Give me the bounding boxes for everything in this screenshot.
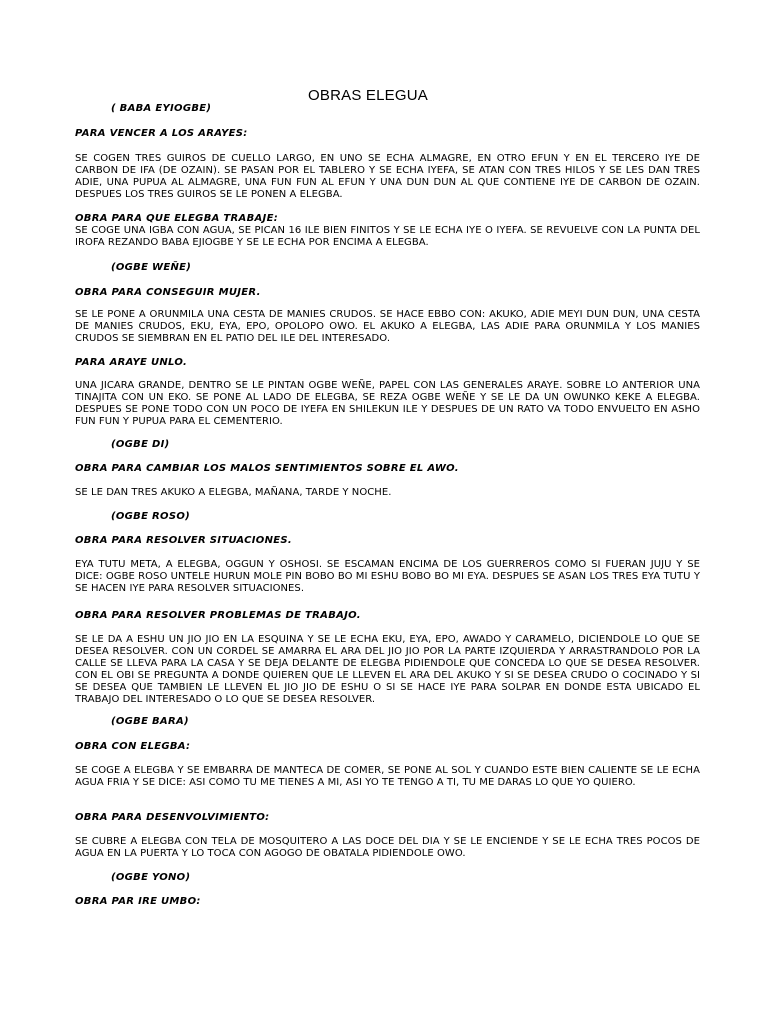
paragraph: SE LE PONE A ORUNMILA UNA CESTA DE MANIES CRUDOS. SE HACE EBBO CON: AKUKO, ADIE MEYI DUN DUN, UNA CESTA DE MANIES CRUDOS, EKU, EYA, EPO, OPOLOPO OWO. EL AKUKO A ELEGBA, LAS ADIE PARA ORUNMILA Y LOS MANIES CRUDOS SE SIEMBRAN EN EL PATIO DEL ILE DEL INTERESADO. xyxy=(75,309,700,344)
section-heading: OBRA PARA CAMBIAR LOS MALOS SENTIMIENTOS SOBRE EL AWO. xyxy=(75,463,459,474)
paragraph: SE LE DA A ESHU UN JIO JIO EN LA ESQUINA Y SE LE ECHA EKU, EYA, EPO, AWADO Y CARAMELO, DICIENDOLE LO QUE SE DESEA RESOLVER. CON UN CORDEL SE AMARRA EL ARA DEL JIO JIO POR LA PARTE IZQUIERDA Y ARRASTRANDOLO POR LA CALLE SE LLEVA PARA LA CASA Y SE DEJA DELANTE DE ELEGBA PIDIENDOLE QUE CONCEDA LO QUE SE DESEA RESOLVER. CON EL OBI SE PREGUNTA A DONDE QUIEREN QUE LE LLEVEN EL ARA DEL AKUKO Y SI SE DESEA CRUDO O COCINADO Y SI SE DESEA QUE TAMBIEN LE LLEVEN EL JIO JIO DE ESHU O SI SE HACE IYE PARA SOLPAR EN DONDE ESTA UBICADO EL TRABAJO DEL INTERESADO O LO QUE SE DESEA RESOLVER. xyxy=(75,634,700,705)
section-heading: (OGBE YONO) xyxy=(111,872,191,883)
section-heading: OBRA PAR IRE UMBO: xyxy=(75,896,201,907)
section-heading: ( BABA EYIOGBE) xyxy=(111,103,212,114)
section-heading: OBRA CON ELEGBA: xyxy=(75,741,191,752)
section-heading: PARA VENCER A LOS ARAYES: xyxy=(75,128,248,139)
paragraph: SE COGE UNA IGBA CON AGUA, SE PICAN 16 ILE BIEN FINITOS Y SE LE ECHA IYE O IYEFA. SE REVUELVE CON LA PUNTA DEL IROFA REZANDO BABA EJIOGBE Y SE LE ECHA POR ENCIMA A ELEGBA. xyxy=(75,225,700,248)
section-heading: OBRA PARA CONSEGUIR MUJER. xyxy=(75,287,261,298)
section-heading: PARA ARAYE UNLO. xyxy=(75,357,188,368)
section-heading: (OGBE WEÑE) xyxy=(111,262,192,273)
section-heading: OBRA PARA DESENVOLVIMIENTO: xyxy=(75,812,270,823)
page-title: OBRAS ELEGUA xyxy=(308,87,428,104)
section-heading: (OGBE DI) xyxy=(111,439,170,450)
section-heading: OBRA PARA RESOLVER SITUACIONES. xyxy=(75,535,293,546)
paragraph: EYA TUTU META, A ELEGBA, OGGUN Y OSHOSI. SE ESCAMAN ENCIMA DE LOS GUERREROS COMO SI FUERAN JUJU Y SE DICE: OGBE ROSO UNTELE HURUN MOLE PIN BOBO BO MI ESHU BOBO BO MI EYA. DESPUES SE ASAN LOS TRES EYA TUTU Y SE HACEN IYE PARA RESOLVER SITUACIONES. xyxy=(75,559,700,594)
section-heading: OBRA PARA RESOLVER PROBLEMAS DE TRABAJO. xyxy=(75,610,361,621)
paragraph: SE LE DAN TRES AKUKO A ELEGBA, MAÑANA, TARDE Y NOCHE. xyxy=(75,487,392,498)
paragraph: UNA JICARA GRANDE, DENTRO SE LE PINTAN OGBE WEÑE, PAPEL CON LAS GENERALES ARAYE. SOBRE LO ANTERIOR UNA TINAJITA CON UN EKO. SE PONE AL LADO DE ELEGBA, SE REZA OGBE WEÑE Y SE LE DA UN OWUNKO KEKE A ELEGBA. DESPUES SE PONE TODO CON UN POCO DE IYEFA EN SHILEKUN ILE Y DESPUES DE UN RATO VA TODO ENVUELTO EN ASHO FUN FUN Y PUPUA PARA EL CEMENTERIO. xyxy=(75,380,700,427)
paragraph: SE CUBRE A ELEGBA CON TELA DE MOSQUITERO A LAS DOCE DEL DIA Y SE LE ENCIENDE Y SE LE ECHA TRES POCOS DE AGUA EN LA PUERTA Y LO TOCA CON AGOGO DE OBATALA PIDIENDOLE OWO. xyxy=(75,836,700,859)
paragraph: SE COGE A ELEGBA Y SE EMBARRA DE MANTECA DE COMER, SE PONE AL SOL Y CUANDO ESTE BIEN CALIENTE SE LE ECHA AGUA FRIA Y SE DICE: ASI COMO TU ME TIENES A MI, ASI YO TE TENGO A TI, TU ME DARAS LO QUE YO QUIERO. xyxy=(75,765,700,788)
section-heading: (OGBE BARA) xyxy=(111,716,189,727)
paragraph: SE COGEN TRES GUIROS DE CUELLO LARGO, EN UNO SE ECHA ALMAGRE, EN OTRO EFUN Y EN EL TERCERO IYE DE CARBON DE IFA (DE OZAIN). SE PASAN POR EL TABLERO Y SE ECHA IYEFA, SE ATAN CON TRES HILOS Y SE LES DAN TRES ADIE, UNA PUPUA AL ALMAGRE, UNA FUN FUN AL EFUN Y UNA DUN DUN AL QUE CONTIENE IYE DE CARBON DE OZAIN. DESPUES LOS TRES GUIROS SE LE PONEN A ELEGBA. xyxy=(75,153,700,200)
section-heading: (OGBE ROSO) xyxy=(111,511,190,522)
section-heading: OBRA PARA QUE ELEGBA TRABAJE: xyxy=(75,213,279,224)
